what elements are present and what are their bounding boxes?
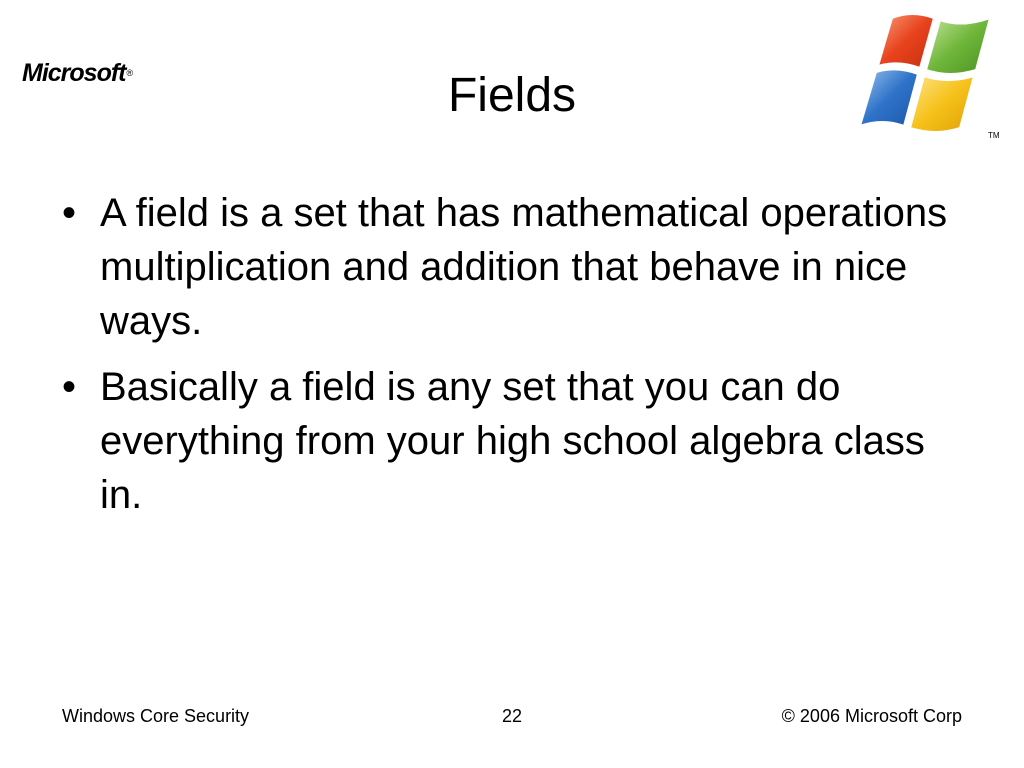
bullet-dot-icon: • [62,191,77,235]
trademark-mark: TM [988,131,1000,140]
flag-red-pane [878,14,934,68]
bullet-item [62,186,962,348]
slide-title: Fields [447,69,577,122]
page-number: 22 [501,706,523,726]
copyright-text: © 2006 Microsoft Corp [781,706,962,726]
footer-left-text: Windows Core Security [62,706,250,726]
bullet-dot-icon: • [62,365,77,409]
bullet-text: Basically a field is any set that you can do everything from your high school algebra class in. [100,365,925,517]
registered-mark: ® [126,68,133,78]
bullet-item [62,360,962,522]
bullet-text: A field is a set that has mathematical operations multiplication and addition that behave in nice ways. [100,191,948,343]
microsoft-logo-text: Microsoft [22,59,126,87]
bullet-list [62,186,962,534]
